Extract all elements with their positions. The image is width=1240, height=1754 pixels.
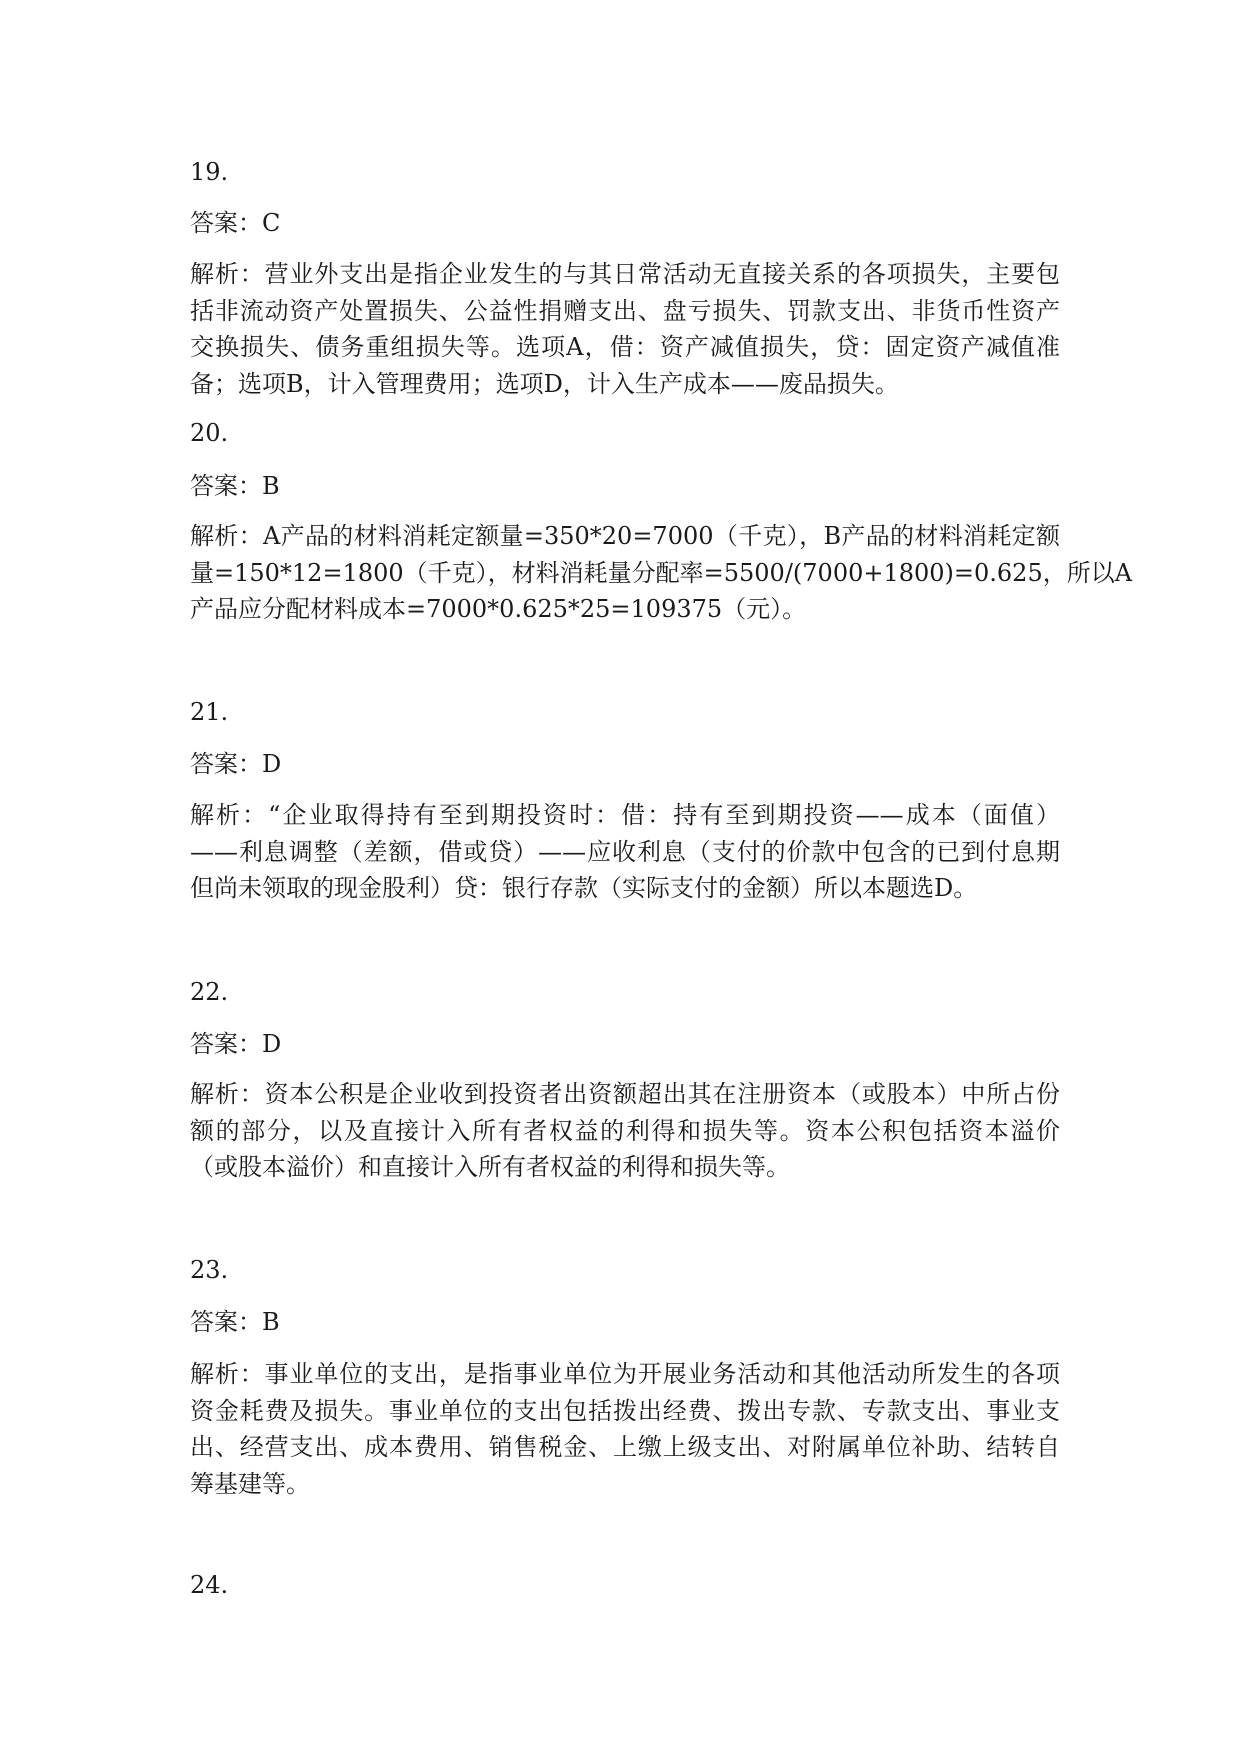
answer-label: 答案：: [190, 1308, 262, 1336]
explanation-line: 出、经营支出、成本费用、销售税金、上缴上级支出、对附属单位补助、结转自: [190, 1433, 1060, 1461]
question-number: 23.: [190, 1256, 229, 1284]
answer-label: 答案：: [190, 1030, 262, 1058]
explanation-line: 解析：A产品的材料消耗定额量=350*20=7000（千克），B产品的材料消耗定额: [190, 522, 1060, 550]
explanation-line: 产品应分配材料成本=7000*0.625*25=109375（元）。: [190, 595, 807, 623]
explanation-line: 但尚未领取的现金股利）贷：银行存款（实际支付的金额）所以本题选D。: [190, 874, 978, 902]
explanation-line: 括非流动资产处置损失、公益性捐赠支出、盘亏损失、罚款支出、非货币性资产: [190, 296, 1060, 325]
answer-line: [190, 1029, 1060, 1059]
answer-label: 答案：: [190, 472, 262, 500]
question-number: 19.: [190, 158, 229, 186]
answer-value: C: [262, 209, 281, 237]
answer-line: [190, 749, 1060, 779]
answer-value: D: [262, 1030, 282, 1058]
explanation-line: 备；选项B，计入管理费用；选项D，计入生产成本——废品损失。: [190, 369, 899, 398]
explanation-line: 资金耗费及损失。事业单位的支出包括拨出经费、拨出专款、专款支出、事业支: [190, 1396, 1060, 1425]
explanation-line: 解析：营业外支出是指企业发生的与其日常活动无直接关系的各项损失，主要包: [190, 260, 1060, 288]
explanation-line: （或股本溢价）和直接计入所有者权益的利得和损失等。: [190, 1153, 790, 1181]
explanation-line: 解析：“企业取得持有至到期投资时：借：持有至到期投资——成本（面值）: [190, 801, 1060, 829]
answer-line: [190, 208, 1060, 238]
answer-line: [190, 471, 1060, 501]
question-number: 21.: [190, 698, 229, 726]
explanation-line: 额的部分，以及直接计入所有者权益的利得和损失等。资本公积包括资本溢价: [190, 1116, 1060, 1145]
answer-label: 答案：: [190, 209, 262, 237]
answer-value: D: [262, 750, 282, 778]
answer-label: 答案：: [190, 750, 262, 778]
answer-value: B: [262, 1308, 280, 1336]
explanation-line: ——利息调整（差额，借或贷）——应收利息（支付的价款中包含的已到付息期: [190, 837, 1060, 866]
explanation-line: 筹基建等。: [190, 1469, 310, 1498]
answer-line: [190, 1307, 1060, 1337]
answer-value: B: [262, 472, 280, 500]
question-number: 20.: [190, 419, 229, 447]
explanation-line: 量=150*12=1800（千克），材料消耗量分配率=5500/(7000+1800)=0.625，所以A: [190, 558, 1133, 587]
explanation-line: 解析：资本公积是企业收到投资者出资额超出其在注册资本（或股本）中所占份: [190, 1080, 1060, 1108]
question-number: 24.: [190, 1571, 229, 1599]
explanation-line: 交换损失、债务重组损失等。选项A，借：资产减值损失，贷：固定资产减值准: [190, 333, 1060, 361]
explanation-line: 解析：事业单位的支出，是指事业单位为开展业务活动和其他活动所发生的各项: [190, 1360, 1060, 1388]
question-number: 22.: [190, 978, 229, 1006]
